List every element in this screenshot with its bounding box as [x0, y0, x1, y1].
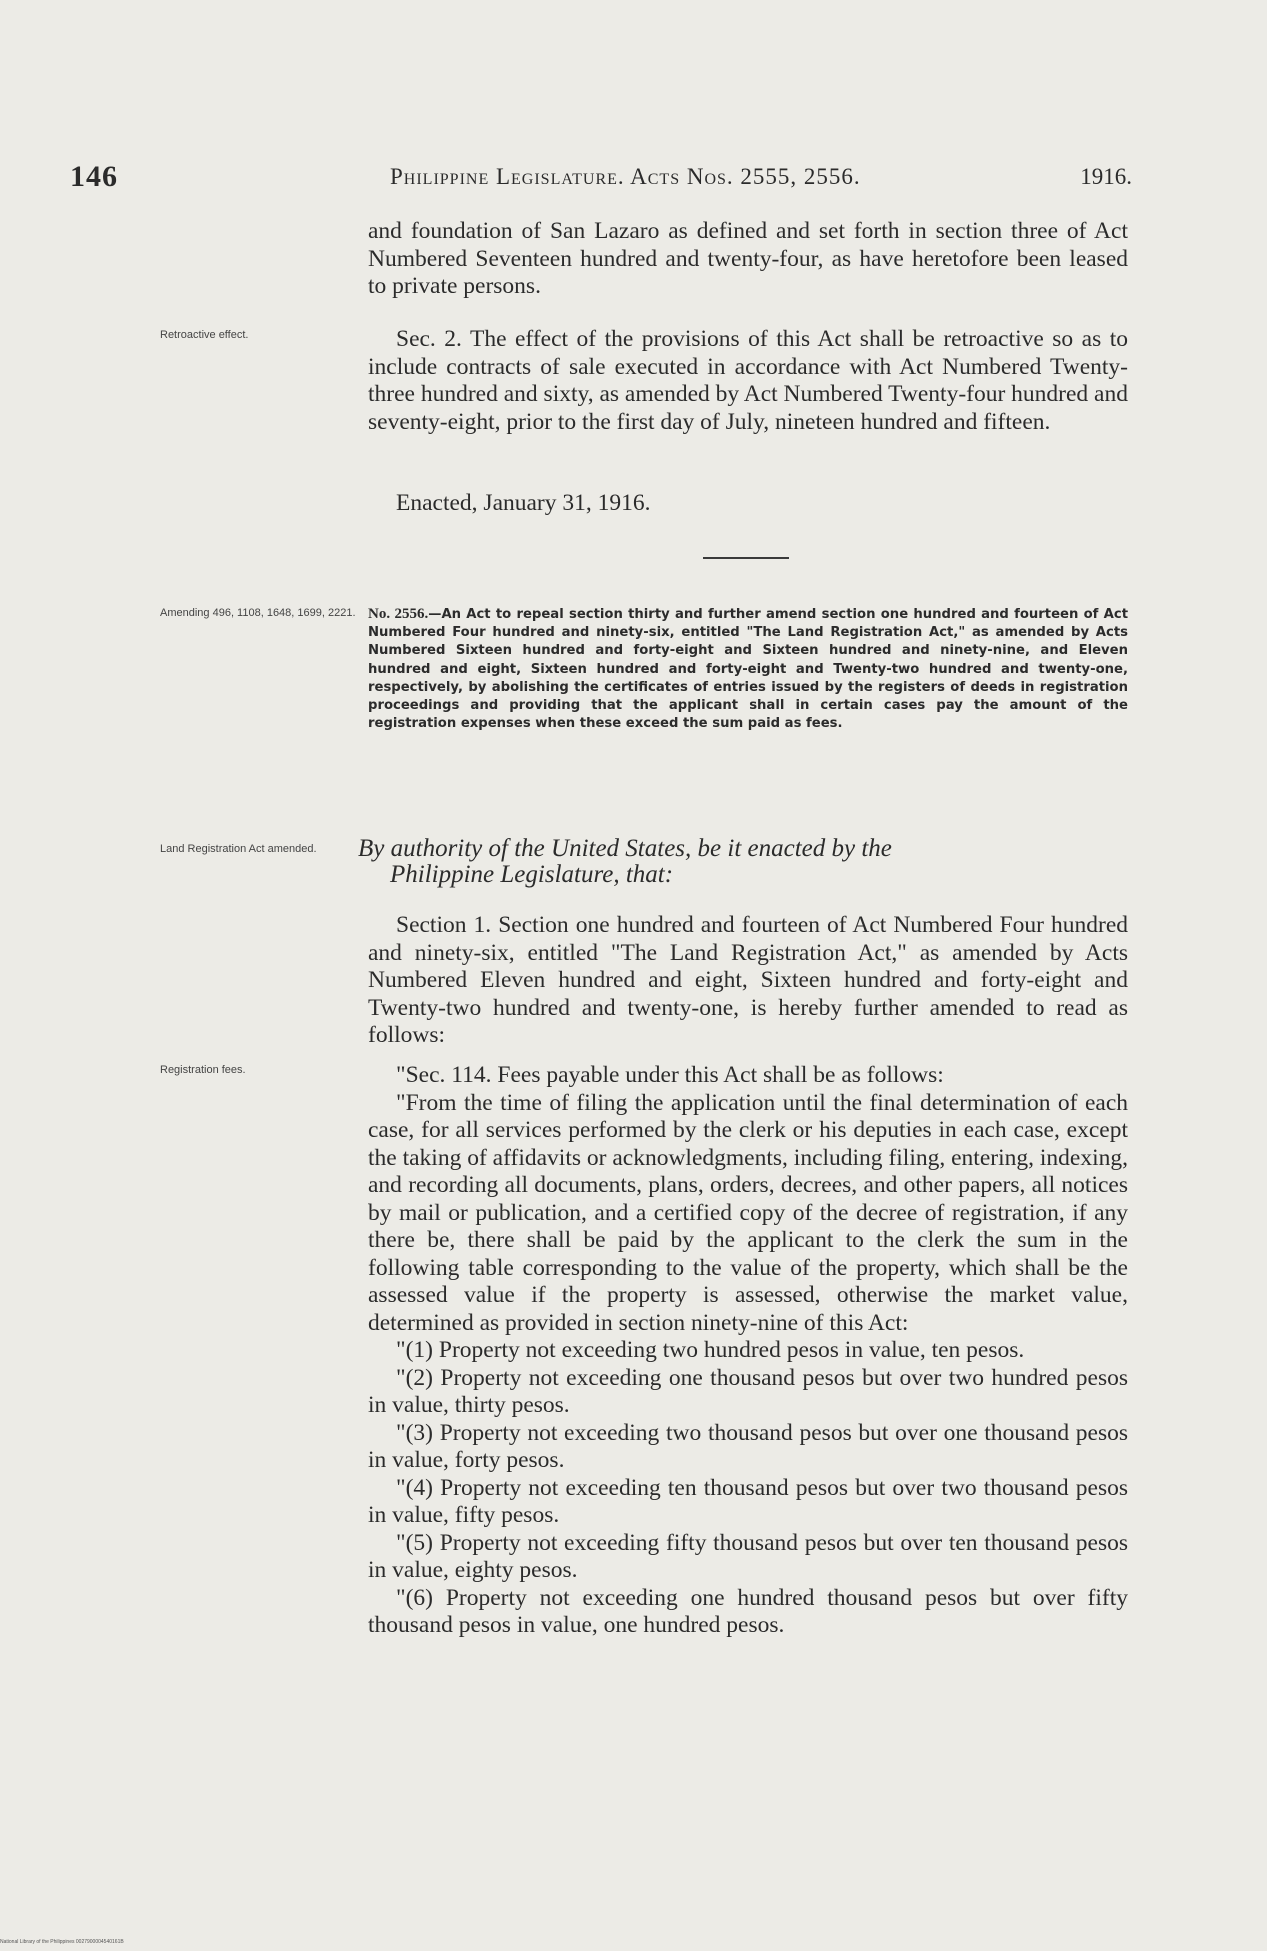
enacting-clause: [358, 836, 1128, 888]
enacted-date: Enacted, January 31, 1916.: [396, 490, 651, 516]
synopsis-text: —An Act to repeal section thirty and further amend section one hundred and fourteen of Act Numbered Four hundred and ninety-six, entitled "The Land Registration Act," as amended by Acts Numbered Sixteen hundred and forty-eight and Sixteen hundred and ninety-nine, and Eleven hundred and eight, Sixteen hundred and forty-eight and Twenty-two hundred and twenty-one, respectively, by abolishing the certificates of entries issued by the registers of deeds in registration proceedings and providing that the applicant shall in certain cases pay the amount of the registration expenses when these exceed the sum paid as fees.: [368, 607, 1128, 732]
running-head-year: 1916.: [1080, 164, 1132, 189]
section-divider: [703, 557, 789, 559]
fee-item: "(4) Property not exceeding ten thousand pesos but over two thousand pesos in value, fifty pesos.: [368, 1474, 1128, 1528]
enacting-line-2: Philippine Legislature, that:: [390, 861, 674, 888]
act-number: No. 2556.: [368, 606, 429, 622]
section-2-paragraph: Sec. 2. The effect of the provisions of this Act shall be retroactive so as to include contracts of sale executed in accordance with Act Numbered Twenty-three hundred and sixty, as amended by Act Numbered Twenty-four hundred and seventy-eight, prior to the first day of July, nineteen hundred and fifteen.: [368, 326, 1128, 435]
act-2555-section-2: [368, 326, 1128, 436]
margin-note-retroactive: Retroactive effect.: [160, 329, 249, 341]
act-2555-continuation: [368, 218, 1128, 301]
fee-item: "(6) Property not exceeding one hundred thousand pesos but over fifty thousand pesos in value, one hundred pesos.: [368, 1584, 1128, 1638]
margin-note-amending: Amending 496, 1108, 1648, 1699, 2221.: [160, 607, 356, 619]
fee-item: "(5) Property not exceeding fifty thousand pesos but over ten thousand pesos in value, eighty pesos.: [368, 1529, 1128, 1583]
fee-item: "(1) Property not exceeding two hundred pesos in value, ten pesos.: [396, 1337, 1025, 1363]
margin-note-land-registration: Land Registration Act amended.: [160, 843, 317, 855]
section-114-text: [368, 1062, 1128, 1640]
continuation-paragraph: and foundation of San Lazaro as defined and set forth in section three of Act Numbered Seventeen hundred and twenty-four, as have heretofore been leased to private persons.: [368, 218, 1128, 299]
margin-note-registration-fees: Registration fees.: [160, 1064, 246, 1076]
act-2556-synopsis: [368, 605, 1128, 733]
fee-item: "(3) Property not exceeding two thousand pesos but over one thousand pesos in value, forty pesos.: [368, 1419, 1128, 1473]
page-number: 146: [70, 160, 118, 193]
fees-intro-paragraph: "From the time of filing the application until the final determination of each case, for all services performed by the clerk or his deputies in each case, except the taking of affidavits or acknowledgments, including filing, entering, indexing, and recording all documents, plans, orders, decrees, and other papers, all notices by mail or publication, and a certified copy of the decree of registration, if any there be, there shall be paid by the applicant to the clerk the sum in the following table corresponding to the value of the property, which shall be the assessed value if the property is assessed, otherwise the market value, determined as provided in section ninety-nine of this Act:: [368, 1089, 1128, 1336]
page-header: [70, 160, 1132, 200]
running-head: Philippine Legislature. Acts Nos. 2555, 2556.: [390, 164, 861, 189]
enacting-line-1: By authority of the United States, be it enacted by the: [358, 835, 892, 862]
section-1-paragraph: Section 1. Section one hundred and fourteen of Act Numbered Four hundred and ninety-six, entitled "The Land Registration Act," as amended by Acts Numbered Eleven hundred and eight, Sixteen hundred and forty-eight and Twenty-two hundred and twenty-one, is hereby further amended to read as follows:: [368, 912, 1128, 1048]
fee-item: "(2) Property not exceeding one thousand pesos but over two hundred pesos in value, thirty pesos.: [368, 1364, 1128, 1418]
section-114-heading: "Sec. 114. Fees payable under this Act shall be as follows:: [396, 1062, 944, 1088]
act-2555-enacted: [368, 490, 1128, 518]
scan-credit: National Library of the Philippines 0027900004540161B: [0, 1939, 124, 1945]
act-2556-section-1: [368, 912, 1128, 1050]
